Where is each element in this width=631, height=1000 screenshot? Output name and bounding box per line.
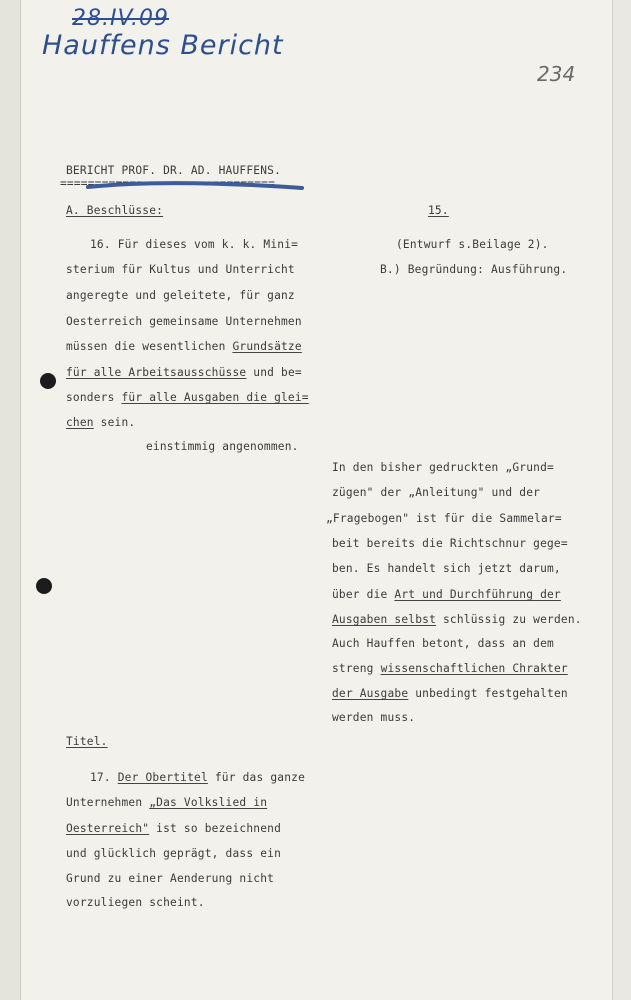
title-double-rule: =============================== [60, 177, 275, 190]
comment-line-3: „Fragebogen" ist für die Sammelar= [326, 512, 562, 525]
p16-line-7: sonders für alle Ausgaben die glei= [66, 391, 309, 404]
page-edge [612, 0, 631, 1000]
blue-pencil-underline [86, 178, 304, 192]
right-reasoning: B.) Begründung: Ausführung. [380, 263, 568, 276]
handwritten-page-number: 234 [537, 62, 576, 86]
p16-line-2: sterium für Kultus und Unterricht [66, 263, 295, 276]
p17-line-3: Oesterreich" ist so bezeichnend [66, 822, 282, 835]
comment-line-9: streng wissenschaftlichen Chrakter [332, 662, 568, 675]
comment-line-10: der Ausgabe unbedingt festgehalten [332, 687, 568, 700]
comment-line-1: In den bisher gedruckten „Grund= [332, 461, 554, 474]
punch-hole-top [40, 373, 56, 389]
p17-line-1: 17. Der Obertitel für das ganze [90, 771, 306, 784]
p16-line-6: für alle Arbeitsausschüsse und be= [66, 366, 302, 379]
p16-line-3: angeregte und geleitete, für ganz [66, 289, 295, 302]
comment-line-6: über die Art und Durchführung der [332, 588, 561, 601]
titel-heading: Titel. [66, 735, 108, 748]
handwritten-title: Hauffens Bericht [42, 30, 284, 61]
p17-line-6: vorzuliegen scheint. [66, 896, 205, 909]
punch-hole-bottom [36, 578, 52, 594]
p16-line-1: 16. Für dieses vom k. k. Mini= [90, 238, 299, 251]
p16-accepted: einstimmig angenommen. [146, 440, 299, 453]
p16-line-8: chen sein. [66, 416, 136, 429]
comment-line-7: Ausgaben selbst schlüssig zu werden. [332, 613, 582, 626]
p16-line-5: müssen die wesentlichen Grundsätze [66, 340, 302, 353]
comment-line-2: zügen" der „Anleitung" und der [332, 486, 541, 499]
p17-line-4: und glücklich geprägt, dass ein [66, 847, 281, 860]
resolution-number: 15. [428, 204, 449, 217]
p17-line-5: Grund zu einer Aenderung nicht [66, 872, 275, 885]
comment-line-5: ben. Es handelt sich jetzt darum, [332, 562, 561, 575]
report-title: BERICHT PROF. DR. AD. HAUFFENS. [66, 164, 281, 177]
comment-line-11: werden muss. [332, 711, 416, 724]
p16-line-4: Oesterreich gemeinsame Unternehmen [66, 315, 302, 328]
comment-line-8: Auch Hauffen betont, dass an dem [332, 637, 554, 650]
p17-line-2: Unternehmen „Das Volkslied in [66, 796, 268, 809]
right-draft-ref: (Entwurf s.Beilage 2). [396, 238, 549, 251]
comment-line-4: beit bereits die Richtschnur gege= [332, 537, 568, 550]
binding-strip [0, 0, 21, 1000]
handwritten-date: 28.IV.09 [72, 6, 169, 31]
section-a-heading: A. Beschlüsse: [66, 204, 164, 217]
